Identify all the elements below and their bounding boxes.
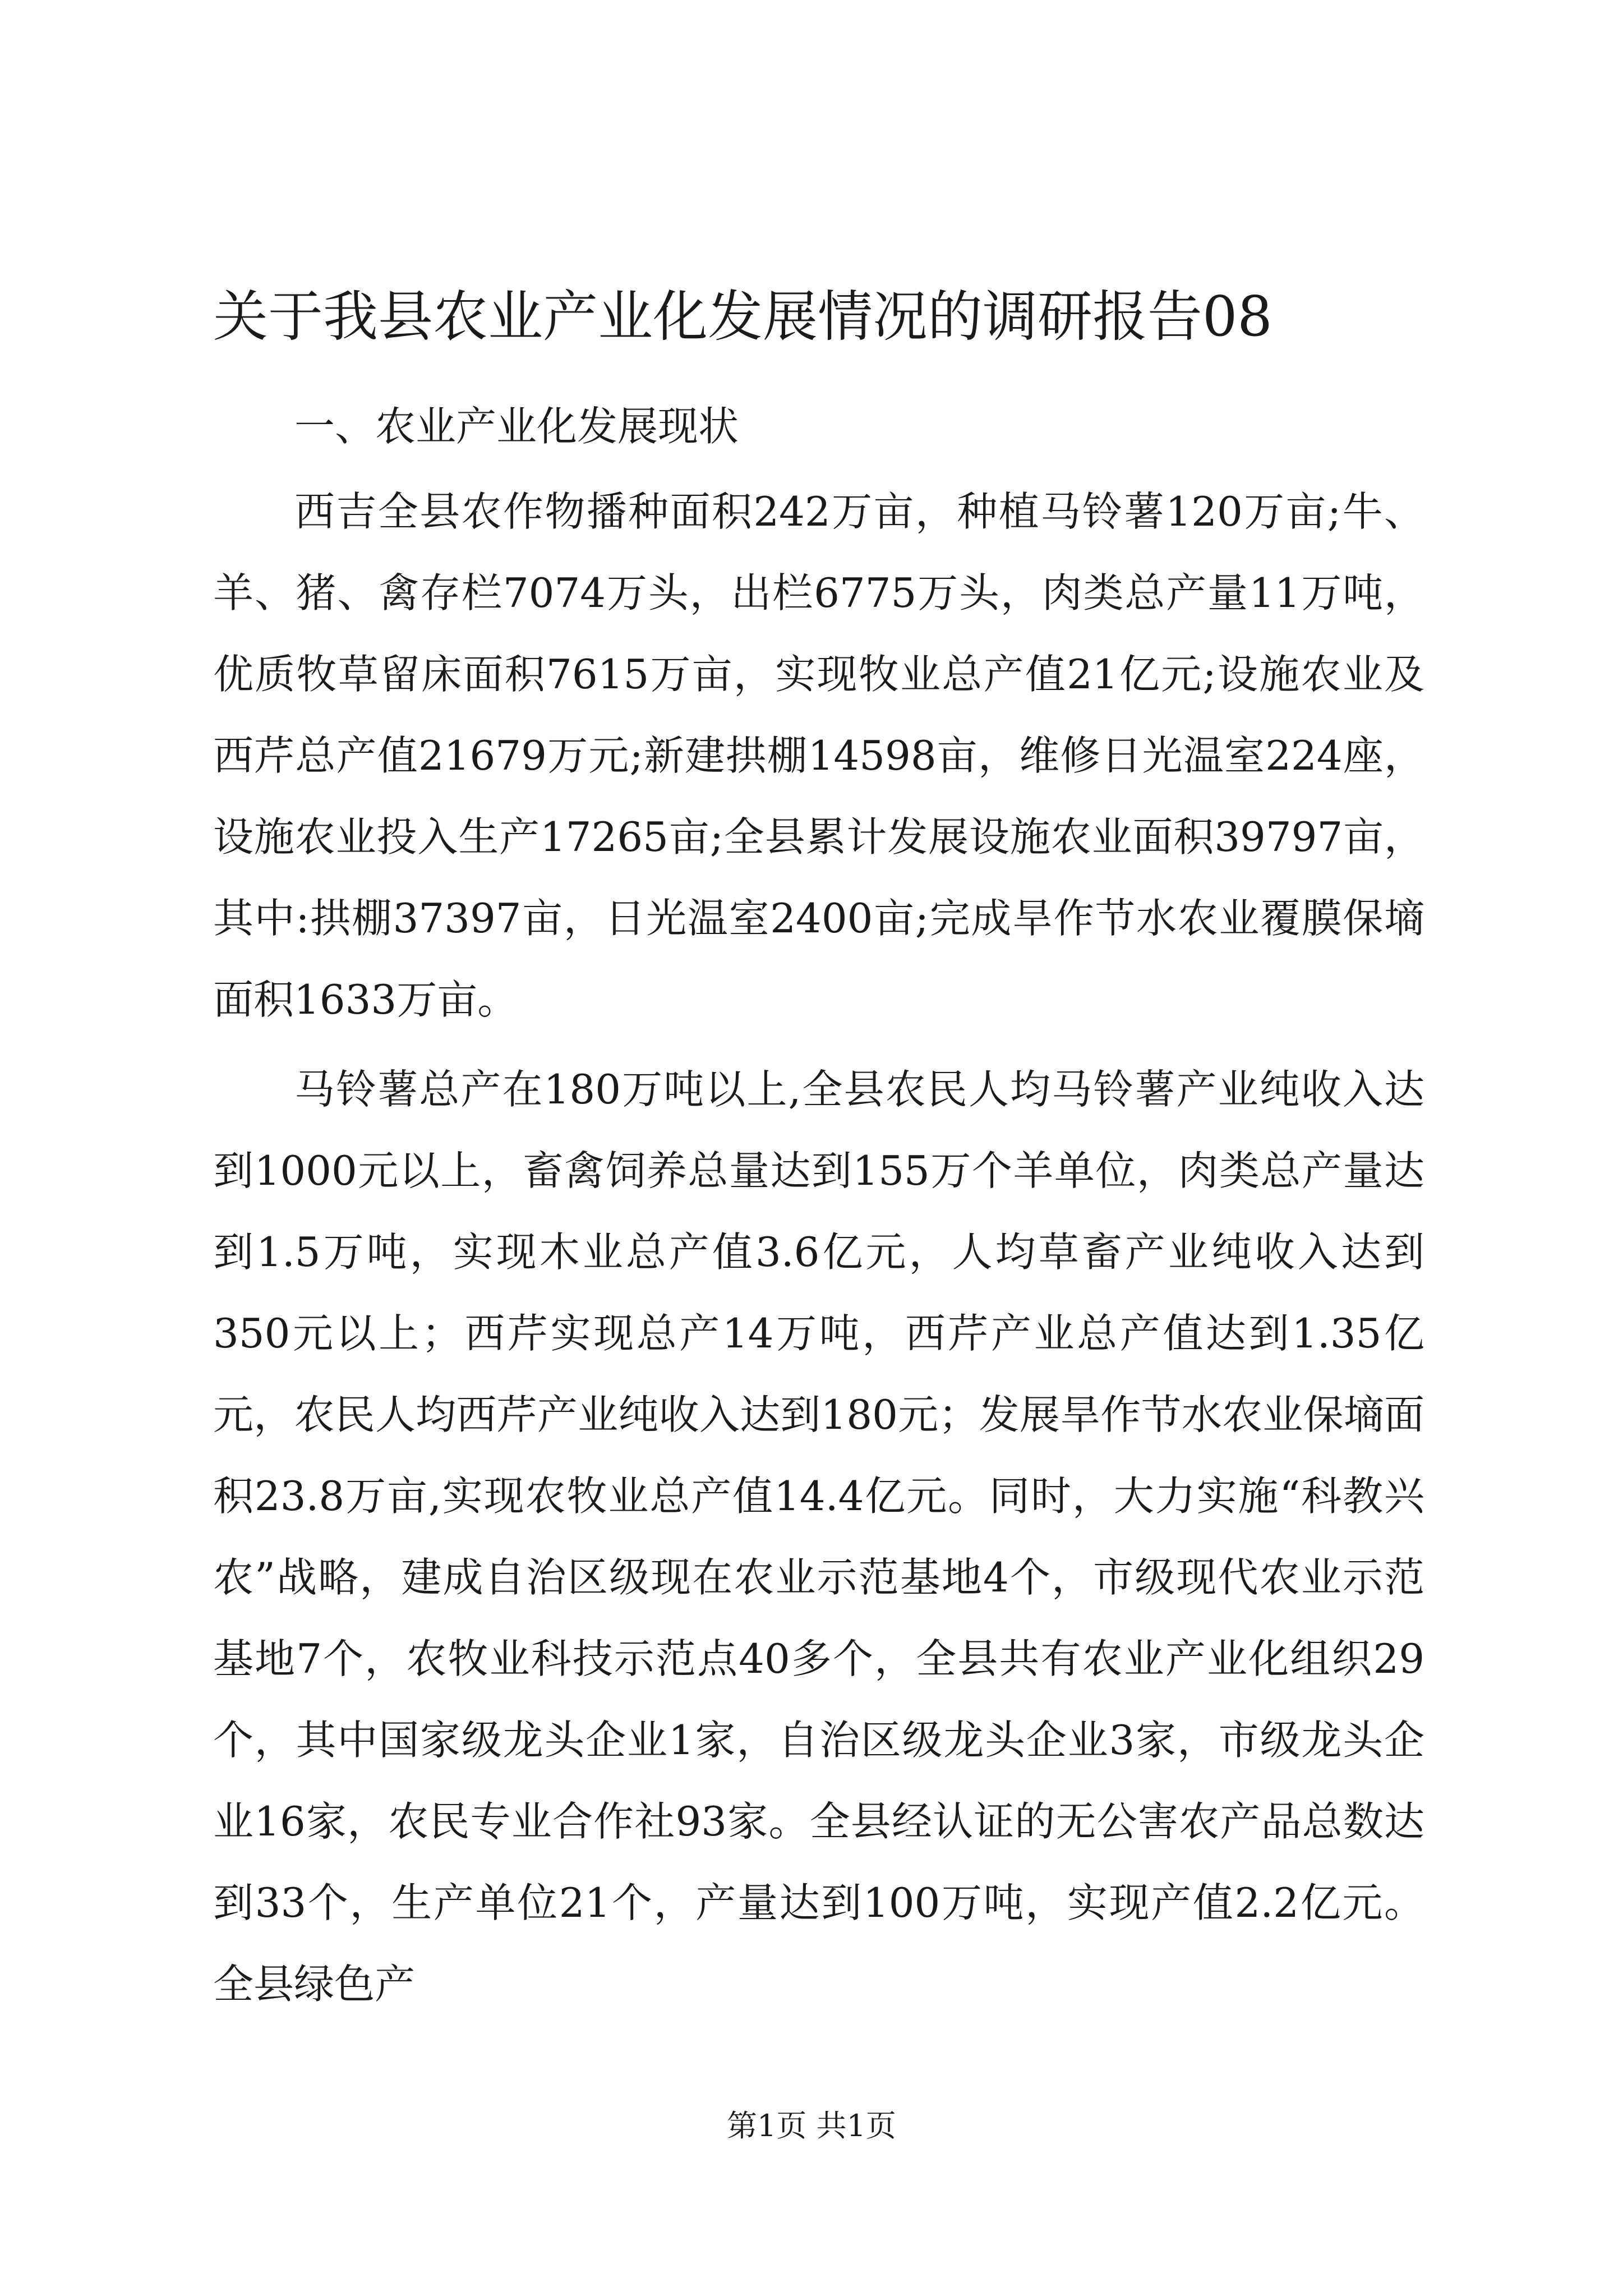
page-footer: 第1页 共1页: [727, 2108, 896, 2143]
section-heading: 一、农业产业化发展现状: [294, 403, 739, 450]
paragraph: 西吉全县农作物播种面积242万亩，种植马铃薯120万亩;牛、羊、猪、禽存栏7074万头，出栏6775万头，肉类总产量11万吨，优质牧草留床面积7615万亩，实现牧业总产值21亿元;设施农业及西芹总产值21679万元;新建拱棚14598亩，维修日光温室224座，设施农业投入生产17265亩;全县累计发展设施农业面积39797亩，其中:拱棚37397亩，日光温室2400亩;完成旱作节水农业覆膜保墒面积1633万亩。: [213, 488, 1424, 1023]
paragraph: 马铃薯总产在180万吨以上,全县农民人均马铃薯产业纯收入达到1000元以上，畜禽饲养总量达到155万个羊单位，肉类总产量达到1.5万吨，实现木业总产值3.6亿元，人均草畜产业纯收入达到350元以上；西芹实现总产14万吨，西芹产业总产值达到1.35亿元，农民人均西芹产业纯收入达到180元；发展旱作节水农业保墒面积23.8万亩,实现农牧业总产值14.4亿元。同时，大力实施“科教兴农”战略，建成自治区级现在农业示范基地4个，市级现代农业示范基地7个，农牧业科技示范点40多个，全县共有农业产业化组织29个，其中国家级龙头企业1家，自治区级龙头企业3家，市级龙头企业16家，农民专业合作社93家。全县经认证的无公害农产品总数达到33个，生产单位21个，产量达到100万吨，实现产值2.2亿元。全县绿色产: [213, 1066, 1424, 2008]
paragraph-gap: [213, 1041, 1424, 1049]
document-title: 关于我县农业产业化发展情况的调研报告08: [213, 285, 1272, 349]
document-body: [213, 381, 1424, 2025]
